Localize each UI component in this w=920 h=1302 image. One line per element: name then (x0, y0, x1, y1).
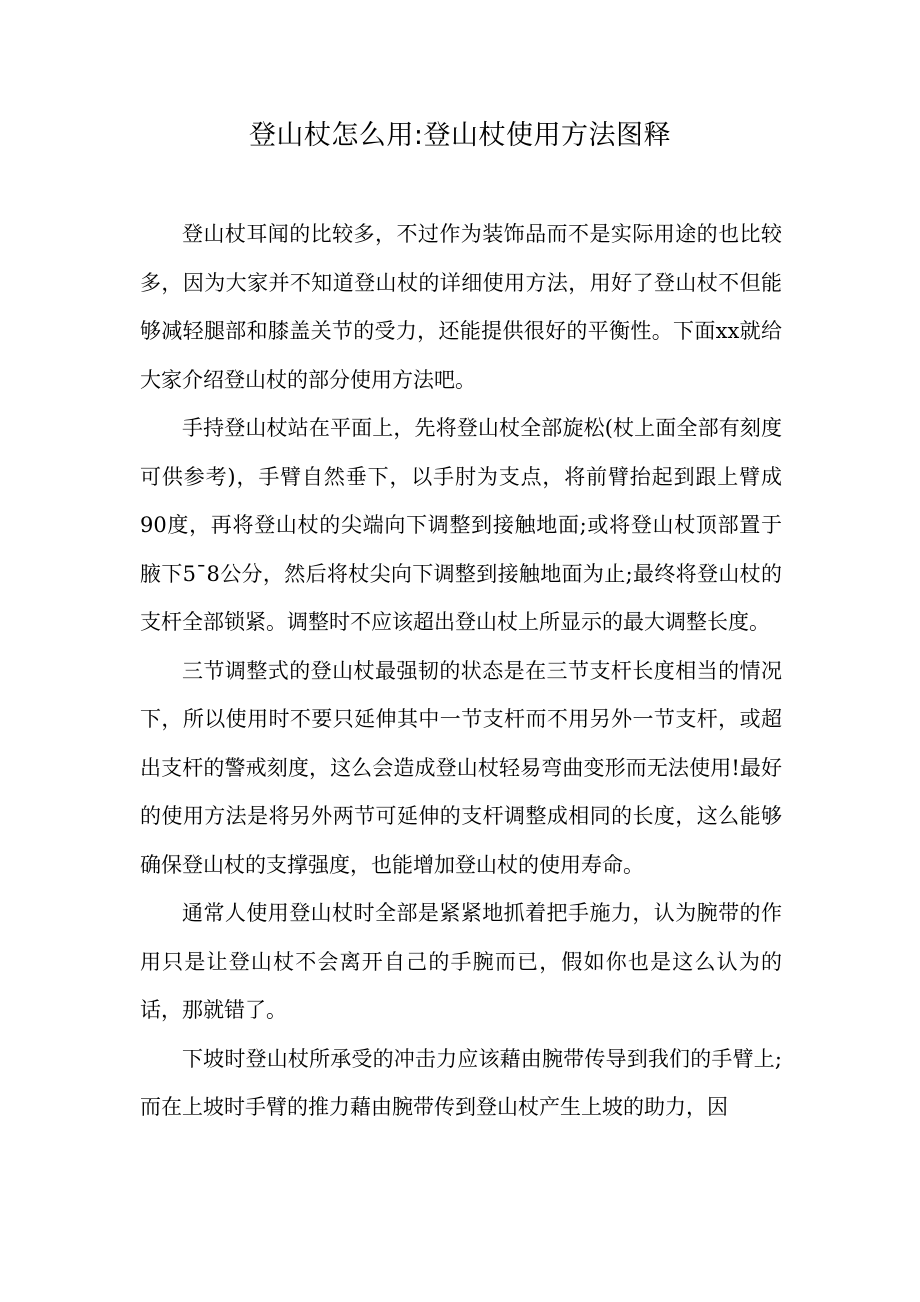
paragraph: 登山杖耳闻的比较多，不过作为装饰品而不是实际用途的也比较多，因为大家并不知道登山杖的详细使用方法，用好了登山杖不但能够减轻腿部和膝盖关节的受力，还能提供很好的平衡性。下面xx就给大家介绍登山杖的部分使用方法吧。 (140, 222, 782, 392)
paragraph: 手持登山杖站在平面上，先将登山杖全部旋松(杖上面全部有刻度可供参考)，手臂自然垂下，以手肘为支点，将前臂抬起到跟上臂成90度，再将登山杖的尖端向下调整到接触地面;或将登山杖顶部置于腋下5¯8公分，然后将杖尖向下调整到接触地面为止;最终将登山杖的支杆全部锁紧。调整时不应该超出登山杖上所显示的最大调整长度。 (140, 416, 782, 634)
article-body (140, 210, 782, 1132)
paragraph: 三节调整式的登山杖最强韧的状态是在三节支杆长度相当的情况下，所以使用时不要只延伸其中一节支杆而不用另外一节支杆，或超出支杆的警戒刻度，这么会造成登山杖轻易弯曲变形而无法使用!最好的使用方法是将另外两节可延伸的支杆调整成相同的长度，这么能够确保登山杖的支撑强度，也能增加登山杖的使用寿命。 (140, 658, 782, 877)
paragraph: 下坡时登山杖所承受的冲击力应该藉由腕带传导到我们的手臂上;而在上坡时手臂的推力藉由腕带传到登山杖产生上坡的助力，因 (140, 1046, 782, 1119)
paragraph: 通常人使用登山杖时全部是紧紧地抓着把手施力，认为腕带的作用只是让登山杖不会离开自己的手腕而已，假如你也是这么认为的话，那就错了。 (140, 901, 782, 1022)
page-title: 登山杖怎么用:登山杖使用方法图释 (248, 120, 672, 151)
